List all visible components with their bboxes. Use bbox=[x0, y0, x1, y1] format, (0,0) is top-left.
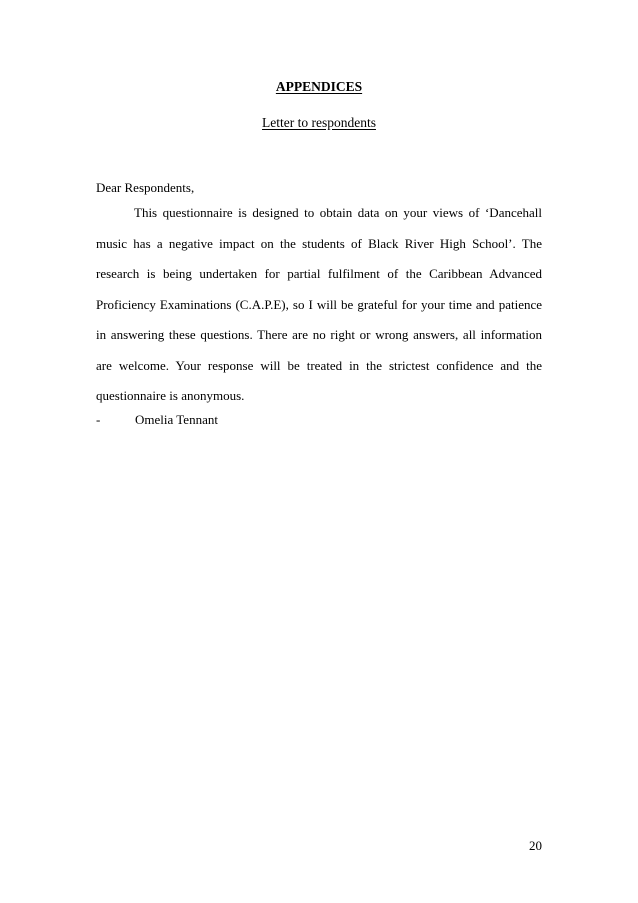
letter-body-paragraph: This questionnaire is designed to obtain data on your views of ‘Dancehall music has a negative impact on the students of Black River High School’. The research is being undertaken for partial fulfilment of the Caribbean Advanced Proficiency Examinations (C.A.P.E), so I will be grateful for your time and patience in answering these questions. There are no right or wrong answers, all information are welcome. Your response will be treated in the strictest confidence and the questionnaire is anonymous. bbox=[96, 205, 542, 403]
signature-dash: - bbox=[96, 412, 101, 427]
page-title: APPENDICES bbox=[275, 79, 363, 94]
signature-name: Omelia Tennant bbox=[135, 412, 218, 427]
page-number: 20 bbox=[529, 838, 542, 853]
letter-signature bbox=[96, 405, 218, 435]
page-subtitle: Letter to respondents bbox=[262, 115, 376, 130]
letter-salutation: Dear Respondents, bbox=[96, 180, 195, 195]
